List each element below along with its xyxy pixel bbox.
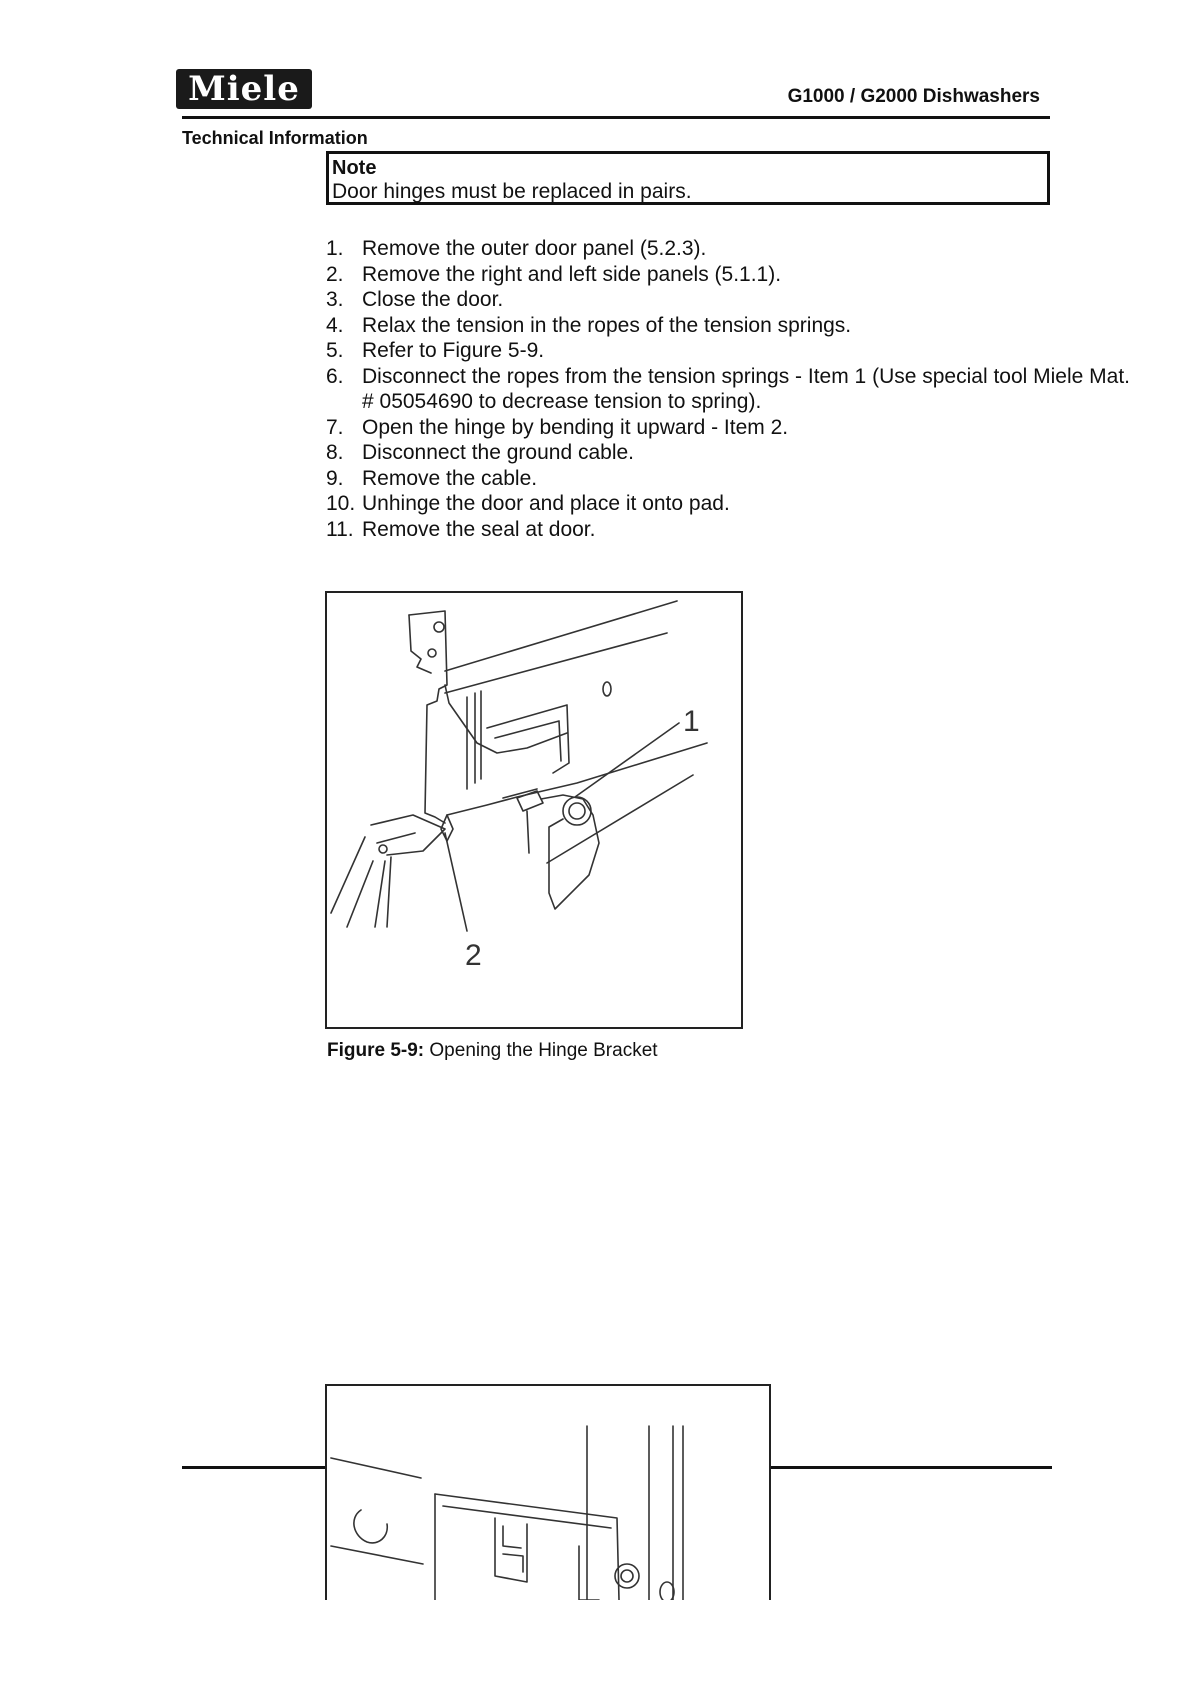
step-text: Disconnect the ground cable.: [362, 441, 635, 464]
step-number: 8.: [326, 441, 344, 464]
step-item: [326, 440, 1146, 466]
document-title: G1000 / G2000 Dishwashers: [787, 86, 1040, 107]
step-number: 11.: [326, 517, 354, 541]
logo-text: Miele: [188, 69, 300, 109]
hinge-diagram: [327, 593, 741, 1027]
step-number: 5.: [326, 339, 344, 362]
hinge-bracket-figure: [325, 591, 743, 1029]
step-item: [326, 338, 1146, 364]
step-text: Close the door.: [362, 288, 504, 311]
callout-2: 2: [465, 939, 482, 972]
procedure-steps: [326, 236, 1146, 542]
step-number: 9.: [326, 466, 344, 490]
caption-text: Opening the Hinge Bracket: [429, 1040, 658, 1061]
step-text: Unhinge the door and place it onto pad.: [362, 492, 730, 515]
note-text: Door hinges must be replaced in pairs.: [332, 180, 692, 203]
note-title: Note: [332, 157, 377, 179]
step-item: [326, 364, 1146, 415]
step-text: Refer to Figure 5-9.: [362, 339, 545, 362]
step-number: 6.: [326, 364, 344, 388]
figure-caption: [327, 1040, 658, 1062]
header-rule: [182, 116, 1050, 119]
step-number: 10.: [326, 492, 356, 515]
step-item: [326, 491, 1146, 517]
step-number: 1.: [326, 237, 344, 260]
caption-label: Figure 5-9:: [327, 1040, 425, 1061]
step-text: Remove the cable.: [362, 466, 538, 490]
step-item: [326, 287, 1146, 313]
step-text: Relax the tension in the ropes of the tension springs.: [362, 313, 852, 337]
step-item: [326, 517, 1146, 543]
section-label: Technical Information: [182, 128, 368, 148]
step-item: [326, 262, 1146, 288]
next-figure-partial: [325, 1384, 771, 1600]
step-item: [326, 313, 1146, 339]
step-text: Remove the seal at door.: [362, 517, 596, 541]
step-text: Disconnect the ropes from the tension springs - Item 1 (Use special tool Miele Mat. # 05054690 to decrease tension to spring).: [362, 364, 1130, 413]
miele-logo: [176, 69, 312, 109]
step-item: [326, 415, 1146, 441]
step-text: Remove the right and left side panels (5.1.1).: [362, 262, 782, 286]
step-text: Remove the outer door panel (5.2.3).: [362, 237, 707, 260]
step-text: Open the hinge by bending it upward - Item 2.: [362, 415, 789, 439]
step-item: [326, 236, 1146, 262]
step-number: 4.: [326, 313, 344, 337]
note-box: [326, 151, 1050, 205]
step-number: 3.: [326, 288, 344, 311]
step-item: [326, 466, 1146, 492]
step-number: 7.: [326, 415, 344, 439]
door-latch-diagram: [327, 1386, 769, 1600]
callout-1: 1: [683, 705, 700, 738]
step-number: 2.: [326, 262, 344, 286]
